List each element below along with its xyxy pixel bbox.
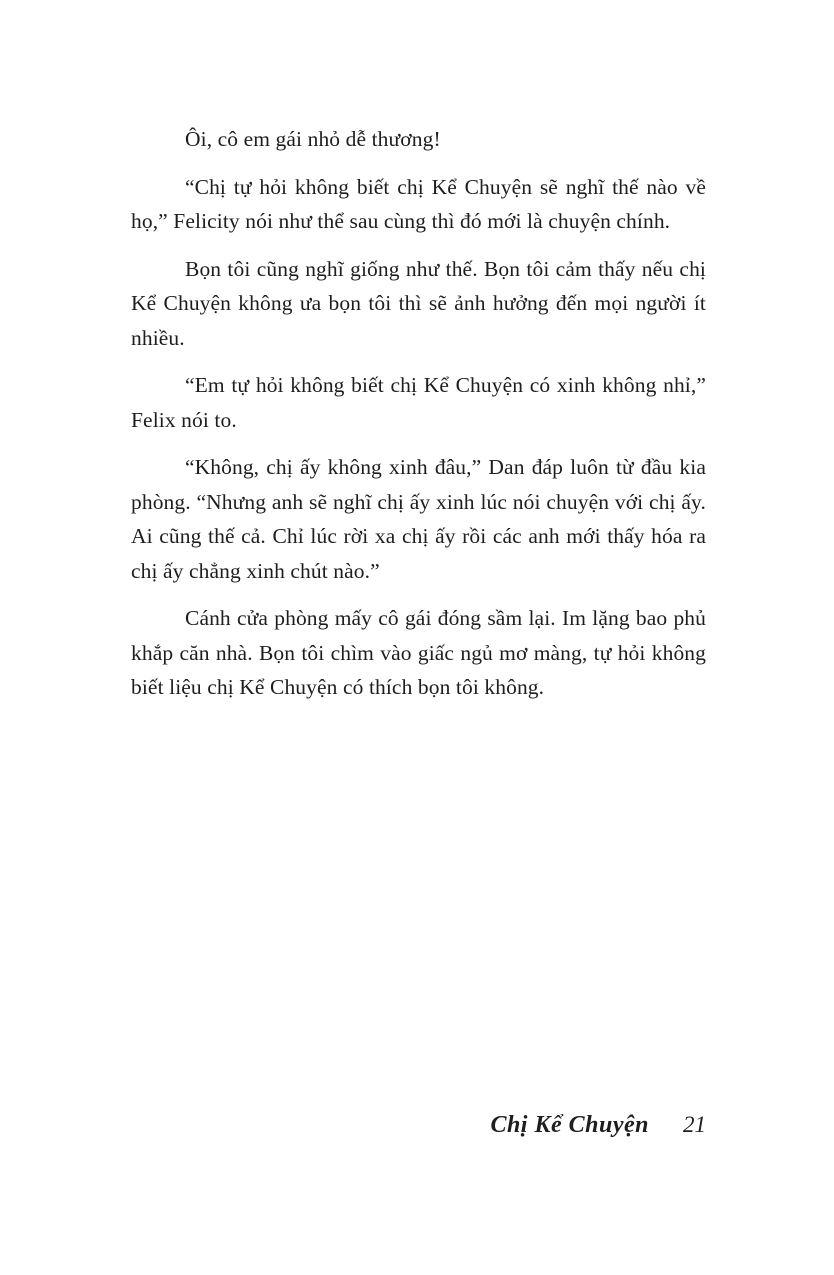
paragraph: Cánh cửa phòng mấy cô gái đóng sầm lại. Im lặng bao phủ khắp căn nhà. Bọn tôi chìm vào giấc ngủ mơ màng, tự hỏi không biết liệu chị Kể Chuyện có thích bọn tôi không. [131, 606, 706, 699]
paragraph: “Không, chị ấy không xinh đâu,” Dan đáp luôn từ đầu kia phòng. “Nhưng anh sẽ nghĩ chị ấy xinh lúc nói chuyện với chị ấy. Ai cũng thế cả. Chỉ lúc rời xa chị ấy rồi các anh mới thấy hóa ra chị ấy chẳng xinh chút nào.” [131, 455, 706, 583]
body-text [131, 122, 706, 718]
page-number: 21 [683, 1112, 706, 1137]
paragraph: “Em tự hỏi không biết chị Kể Chuyện có xinh không nhỉ,” Felix nói to. [131, 373, 706, 432]
paragraph: “Chị tự hỏi không biết chị Kể Chuyện sẽ nghĩ thế nào về họ,” Felicity nói như thể sau cùng thì đó mới là chuyện chính. [131, 174, 706, 233]
paragraph: Ôi, cô em gái nhỏ dễ thương! [185, 127, 441, 151]
page-footer [131, 1112, 706, 1139]
paragraph: Bọn tôi cũng nghĩ giống như thế. Bọn tôi cảm thấy nếu chị Kể Chuyện không ưa bọn tôi thì sẽ ảnh hưởng đến mọi người ít nhiều. [131, 256, 706, 350]
running-footer-title: Chị Kể Chuyện [490, 1112, 649, 1138]
